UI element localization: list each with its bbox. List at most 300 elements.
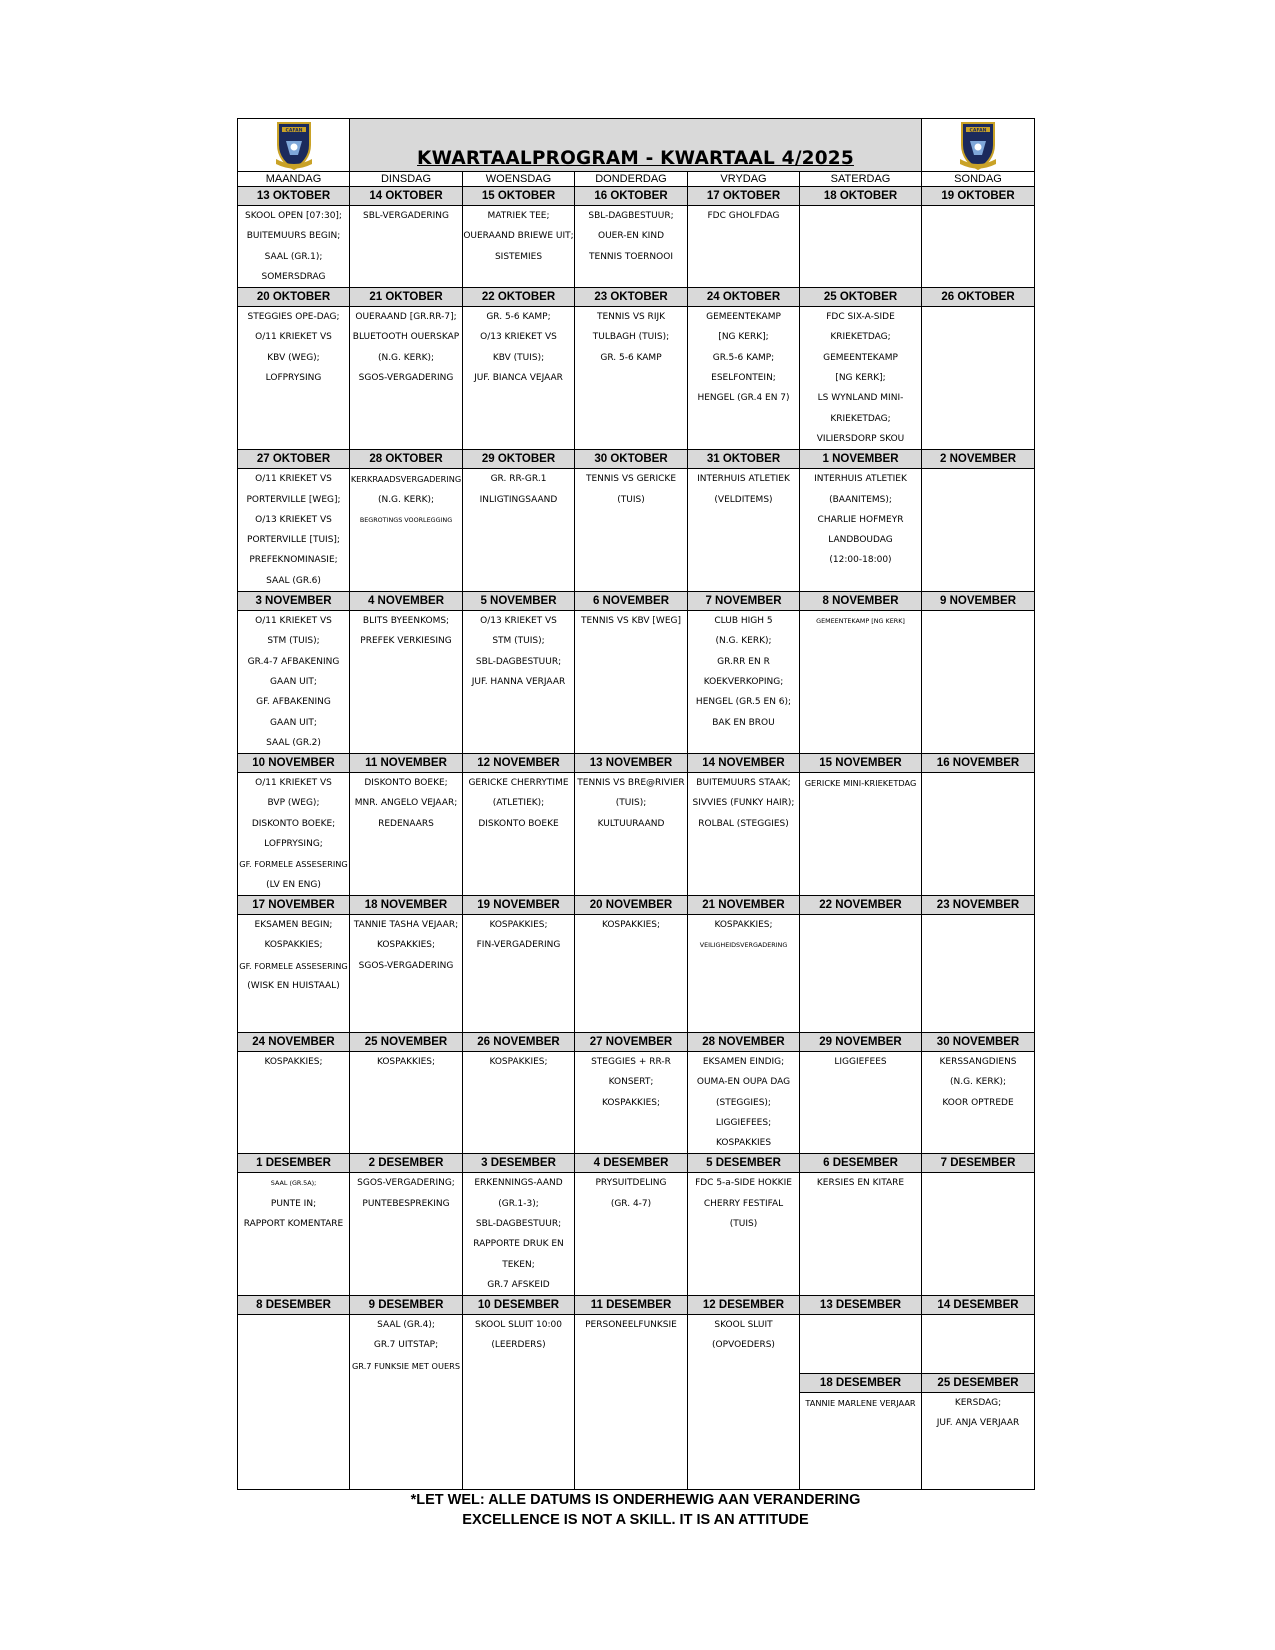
day-events: [238, 307, 350, 450]
event-line: SBL-DAGBESTUUR;: [588, 211, 674, 221]
event-line: ERKENNINGS-AAND: [474, 1178, 563, 1189]
school-crest-icon: [272, 119, 316, 171]
date-label: 24 NOVEMBER: [238, 1032, 350, 1051]
event-line: TANNIE TASHA VEJAAR;: [353, 919, 459, 930]
event-line: OUERAAND [GR.RR-7];: [355, 312, 457, 323]
day-events: [238, 469, 350, 592]
event-line: SAAL (GR.1);: [264, 251, 323, 262]
date-label: 23 OKTOBER: [575, 288, 688, 307]
event-line: JUF. ANJA VERJAAR: [936, 1418, 1020, 1429]
date-label: 6 DESEMBER: [800, 1154, 922, 1173]
crest-text: CAFAN: [285, 128, 302, 134]
date-label: 14 OKTOBER: [350, 187, 463, 206]
day-events: [688, 611, 800, 754]
event-line: O/11 KRIEKET VS: [255, 332, 332, 343]
day-events: [922, 307, 1035, 450]
day-events: [688, 1315, 800, 1490]
event-line: CLUB HIGH 5: [714, 616, 773, 627]
event-line: DISKONTO BOEKE;: [251, 818, 336, 829]
event-line: GEMEENTEKAMP: [706, 312, 781, 323]
event-line: PREFEK VERKIESING: [360, 636, 452, 647]
event-line: GERICKE CHERRYTIME: [468, 778, 569, 789]
event-line: ESELFONTEIN;: [711, 373, 776, 384]
event-line: O/13 KRIEKET VS: [255, 514, 332, 525]
crest-text: CAFAN: [969, 128, 987, 134]
date-label: 14 NOVEMBER: [688, 754, 800, 773]
date-row: [238, 1154, 1035, 1173]
event-line: O/11 KRIEKET VS: [255, 616, 332, 627]
event-line: STM (TUIS);: [492, 636, 545, 647]
day-events: [800, 914, 922, 1032]
event-line: BUITEMUURS STAAK;: [696, 778, 791, 789]
date-label: 27 OKTOBER: [238, 450, 350, 469]
event-line: (VELDITEMS): [714, 494, 773, 505]
event-line: SISTEMIES: [494, 251, 543, 262]
event-line: GEMEENTEKAMP: [823, 352, 898, 363]
event-line: KOSPAKKIES: [715, 1138, 772, 1149]
event-line: KONSERT;: [608, 1077, 654, 1088]
event-line: GR.RR EN R: [717, 656, 770, 667]
date-label: 11 DESEMBER: [575, 1296, 688, 1315]
event-line: KULTUURAAND: [597, 818, 665, 829]
date-row: [238, 592, 1035, 611]
day-events: [463, 914, 575, 1032]
date-label: 27 NOVEMBER: [575, 1032, 688, 1051]
event-line: KOSPAKKIES;: [714, 919, 773, 930]
event-line: BLITS BYEENKOMS;: [362, 616, 450, 627]
event-line: KOEKVERKOPING;: [703, 676, 784, 687]
date-label: 16 NOVEMBER: [922, 754, 1035, 773]
date-label: 30 NOVEMBER: [922, 1032, 1035, 1051]
event-line: STEGGIES OPE-DAG;: [247, 312, 340, 323]
event-line: PORTERVILLE [TUIS];: [247, 535, 340, 546]
date-label: 12 DESEMBER: [688, 1296, 800, 1315]
date-label: 19 NOVEMBER: [463, 895, 575, 914]
day-events: [922, 469, 1035, 592]
event-line: SOMERSDRAG: [261, 271, 326, 282]
event-line: MNR. ANGELO VEJAAR;: [354, 798, 458, 809]
event-line: SKOOL SLUIT: [714, 1320, 773, 1331]
date-label: 17 NOVEMBER: [238, 895, 350, 914]
event-line: KOSPAKKIES;: [264, 940, 323, 951]
event-line: GR.7 AFSKEID: [487, 1279, 550, 1290]
event-line: (N.G. KERK);: [377, 352, 435, 363]
event-line: KBV (TUIS);: [492, 352, 545, 363]
events-row: [238, 914, 1035, 1032]
day-events: [688, 206, 800, 288]
date-label: 9 NOVEMBER: [922, 592, 1035, 611]
event-line: GR. 5-6 KAMP: [600, 352, 662, 363]
date-label: 13 NOVEMBER: [575, 754, 688, 773]
date-label: 24 OKTOBER: [688, 288, 800, 307]
event-line: (BAANITEMS);: [829, 494, 892, 505]
day-events: [350, 773, 463, 896]
event-line: KRIEKETDAG;: [830, 332, 891, 343]
day-events: [463, 611, 575, 754]
date-row: [238, 187, 1035, 206]
day-events: [238, 773, 350, 896]
event-line: BUITEMUURS BEGIN;: [246, 231, 341, 242]
event-line: (N.G. KERK);: [377, 494, 435, 505]
event-line: O/13 KRIEKET VS: [480, 616, 557, 627]
date-label: 9 DESEMBER: [350, 1296, 463, 1315]
events-row: [238, 307, 1035, 450]
date-label: 10 DESEMBER: [463, 1296, 575, 1315]
day-events: [800, 611, 922, 754]
event-line: INTERHUIS ATLETIEK: [697, 474, 790, 485]
event-line: PRYSUITDELING: [595, 1178, 667, 1189]
day-events: [238, 1315, 350, 1490]
date-label: 21 OKTOBER: [350, 288, 463, 307]
date-label: 20 OKTOBER: [238, 288, 350, 307]
weekday-label: DONDERDAG: [575, 172, 688, 187]
date-label: 12 NOVEMBER: [463, 754, 575, 773]
day-events: [575, 773, 688, 896]
day-events: [575, 469, 688, 592]
day-events: [575, 1173, 688, 1296]
weekday-label: DINSDAG: [350, 172, 463, 187]
event-line: KERSSANGDIENS: [939, 1056, 1017, 1067]
event-line: GEMEENTEKAMP [NG KERK]: [816, 617, 905, 626]
day-events: [463, 206, 575, 288]
event-line: STEGGIES + RR-R: [591, 1056, 671, 1067]
day-events: [800, 307, 922, 450]
day-events: [463, 307, 575, 450]
date-label: 30 OKTOBER: [575, 450, 688, 469]
events-row: [238, 1315, 1035, 1490]
event-line: GAAN UIT;: [270, 676, 317, 687]
page-title: KWARTAALPROGRAM - KWARTAAL 4/2025: [417, 148, 854, 169]
day-events: [688, 307, 800, 450]
event-line: LOFPRYSING;: [264, 839, 323, 850]
date-label: 29 NOVEMBER: [800, 1032, 922, 1051]
event-line: FDC SIX-A-SIDE: [826, 312, 895, 323]
date-label: 28 NOVEMBER: [688, 1032, 800, 1051]
date-label: 1 DESEMBER: [238, 1154, 350, 1173]
date-row: [238, 288, 1035, 307]
event-line: PREFEKNOMINASIE;: [249, 555, 338, 566]
date-label: 5 DESEMBER: [688, 1154, 800, 1173]
event-line: KOSPAKKIES;: [601, 1097, 661, 1108]
day-events: [922, 1173, 1035, 1296]
day-events: [688, 773, 800, 896]
event-line: (N.G. KERK);: [949, 1077, 1007, 1088]
event-line: (ATLETIEK);: [492, 798, 545, 809]
day-events: [575, 1051, 688, 1153]
event-line: TEKEN;: [502, 1259, 535, 1270]
event-line: CHERRY FESTIFAL: [703, 1198, 784, 1209]
day-events: [575, 914, 688, 1032]
event-line: (WISK EN HUISTAAL): [247, 980, 340, 991]
date-row: [238, 895, 1035, 914]
event-line: SBL-VERGADERING: [363, 211, 449, 221]
date-label: 28 OKTOBER: [350, 450, 463, 469]
day-events: [800, 773, 922, 896]
date-label: 15 OKTOBER: [463, 187, 575, 206]
event-line: (TUIS);: [615, 798, 647, 809]
date-label: 14 DESEMBER: [922, 1296, 1035, 1315]
day-events: [688, 1173, 800, 1296]
event-line: GF. AFBAKENING: [256, 697, 331, 708]
date-label: 5 NOVEMBER: [463, 592, 575, 611]
day-events: [350, 611, 463, 754]
event-line: DISKONTO BOEKE;: [364, 778, 448, 789]
event-line: PUNTEBESPREKING: [362, 1198, 450, 1209]
event-line: JUF. HANNA VERJAAR: [471, 676, 566, 687]
day-events: [350, 1315, 463, 1490]
day-events: [238, 1173, 350, 1296]
date-label: 8 DESEMBER: [238, 1296, 350, 1315]
event-line: OUERAAND BRIEWE UIT;: [463, 231, 574, 242]
day-events: [238, 611, 350, 754]
day-events: [800, 1173, 922, 1296]
day-events: [800, 469, 922, 592]
date-label: 8 NOVEMBER: [800, 592, 922, 611]
event-line: SKOOL SLUIT 10:00: [475, 1320, 562, 1331]
event-line: KOSPAKKIES;: [489, 1056, 548, 1067]
event-line: PUNTE IN;: [270, 1198, 317, 1209]
event-line: GR.7 FUNKSIE MET OUERS: [351, 1360, 461, 1371]
event-line: LIGGIEFEES;: [715, 1117, 772, 1128]
date-label: 17 OKTOBER: [688, 187, 800, 206]
event-line: TENNIS VS RIJK: [596, 312, 666, 323]
date-label: 2 NOVEMBER: [922, 450, 1035, 469]
event-line: (LV EN ENG): [266, 879, 321, 890]
day-events: [463, 773, 575, 896]
date-label: 6 NOVEMBER: [575, 592, 688, 611]
event-line: INLIGTINGSAAND: [479, 494, 558, 505]
event-line: LIGGIEFEES: [834, 1056, 887, 1067]
event-line: GERICKE MINI-KRIEKETDAG: [804, 778, 917, 789]
event-line: [NG KERK];: [718, 332, 769, 343]
crest-right: [922, 119, 1035, 172]
day-events: [575, 1315, 688, 1490]
day-events: [575, 307, 688, 450]
day-events: [350, 469, 463, 592]
date-row: [238, 754, 1035, 773]
event-line: GR.7 UITSTAP;: [373, 1340, 439, 1351]
day-events: [463, 1173, 575, 1296]
event-line: GR. RR-GR.1: [490, 474, 547, 485]
events-row: [238, 469, 1035, 592]
event-line: [NG KERK];: [835, 373, 886, 384]
date-label: 2 DESEMBER: [350, 1154, 463, 1173]
day-events: [238, 914, 350, 1032]
event-line: (TUIS): [729, 1218, 758, 1229]
day-events: [922, 611, 1035, 754]
day-events: [922, 914, 1035, 1032]
event-line: KERKRAADSVERGADERING: [350, 474, 462, 485]
event-line: CHARLIE HOFMEYR: [817, 514, 904, 525]
event-line: LOFPRYSING: [265, 373, 322, 384]
event-line: FDC 5-a-SIDE HOKKIE: [695, 1178, 792, 1189]
event-line: LANDBOUDAG: [828, 535, 893, 546]
event-line: O/13 KRIEKET VS: [480, 332, 557, 343]
event-line: DISKONTO BOEKE: [478, 818, 559, 829]
event-line: SAAL (GR.5A);: [270, 1179, 317, 1188]
event-line: (TUIS): [617, 494, 645, 505]
date-label: 1 NOVEMBER: [800, 450, 922, 469]
day-events: [800, 1051, 922, 1153]
event-line: SIVVIES (FUNKY HAIR);: [692, 798, 795, 809]
events-row: [238, 1051, 1035, 1153]
event-line: SBL-DAGBESTUUR;: [475, 656, 562, 667]
date-label: 26 NOVEMBER: [463, 1032, 575, 1051]
split-day-cell: [922, 1315, 1035, 1490]
events-row: [238, 611, 1035, 754]
day-events: [350, 914, 463, 1032]
event-line: OUMA-EN OUPA DAG: [696, 1077, 791, 1088]
events-row: [238, 206, 1035, 288]
date-row: [238, 1032, 1035, 1051]
event-line: TENNIS VS BRE@RIVIER: [577, 778, 685, 789]
event-line: KRIEKETDAG;: [830, 413, 891, 424]
day-events: [688, 469, 800, 592]
event-line: RAPPORTE DRUK EN: [473, 1239, 564, 1250]
event-line: O/11 KRIEKET VS: [255, 778, 332, 789]
date-label: 7 DESEMBER: [922, 1154, 1035, 1173]
event-line: KOSPAKKIES;: [376, 1056, 436, 1067]
date-row: [238, 1296, 1035, 1315]
date-label: 3 NOVEMBER: [238, 592, 350, 611]
event-line: TULBAGH (TUIS);: [592, 332, 670, 343]
date-label: 13 DESEMBER: [800, 1296, 922, 1315]
date-label: 3 DESEMBER: [463, 1154, 575, 1173]
event-line: (12:00-18:00): [829, 555, 892, 566]
event-line: GR. 5-6 KAMP;: [486, 312, 551, 323]
title-cell: [350, 119, 922, 172]
date-label: 29 OKTOBER: [463, 450, 575, 469]
footer-motto: EXCELLENCE IS NOT A SKILL. IT IS AN ATTITUDE: [462, 1512, 809, 1528]
event-line: KBV (WEG);: [267, 352, 320, 363]
day-events: [238, 1051, 350, 1153]
event-line: BEGROTINGS VOORLEGGING: [359, 515, 453, 524]
event-line: VEILIGHEIDSVERGADERING: [699, 941, 788, 950]
event-line: BAK EN BROU: [712, 717, 775, 728]
day-events: [688, 914, 800, 1032]
date-label: 22 OKTOBER: [463, 288, 575, 307]
event-line: VILIERSDORP SKOU: [816, 433, 905, 444]
event-line: GF. FORMELE ASSESERING: [239, 859, 348, 870]
date-label: 25 DESEMBER: [922, 1374, 1034, 1393]
event-line: SAAL (GR.6): [266, 575, 321, 586]
date-row: [238, 450, 1035, 469]
event-line: JUF. BIANCA VEJAAR: [474, 373, 563, 384]
event-line: O/11 KRIEKET VS: [255, 474, 332, 485]
event-line: STM (TUIS);: [267, 636, 320, 647]
date-label: 4 NOVEMBER: [350, 592, 463, 611]
event-line: KOSPAKKIES;: [601, 919, 661, 930]
event-line: FIN-VERGADERING: [476, 940, 561, 951]
event-line: PORTERVILLE [WEG];: [246, 494, 341, 505]
day-events: [575, 611, 688, 754]
event-line: HENGEL (GR.4 EN 7): [697, 393, 790, 404]
date-label: 11 NOVEMBER: [350, 754, 463, 773]
event-line: REDENAARS: [378, 818, 434, 829]
event-line: TENNIS VS GERICKE: [585, 474, 677, 485]
event-line: GAAN UIT;: [270, 717, 317, 728]
date-label: 13 OKTOBER: [238, 187, 350, 206]
date-label: 23 NOVEMBER: [922, 895, 1035, 914]
event-line: GF. FORMELE ASSESERING: [239, 960, 348, 971]
date-label: 4 DESEMBER: [575, 1154, 688, 1173]
event-line: BVP (WEG);: [267, 798, 320, 809]
day-events: [922, 773, 1035, 896]
event-line: SBL-DAGBESTUUR;: [475, 1218, 562, 1229]
date-label: 15 NOVEMBER: [800, 754, 922, 773]
event-line: RAPPORT KOMENTARE: [243, 1218, 344, 1229]
day-events: [350, 1173, 463, 1296]
split-day-cell: [800, 1315, 922, 1490]
event-line: INTERHUIS ATLETIEK: [814, 474, 907, 485]
event-line: KOSPAKKIES;: [376, 940, 436, 951]
footer-disclaimer: *LET WEL: ALLE DATUMS IS ONDERHEWIG AAN VERANDERING: [410, 1492, 861, 1508]
event-line: (STEGGIES);: [716, 1097, 771, 1108]
event-line: SGOS-VERGADERING: [358, 373, 454, 384]
day-events: [238, 206, 350, 288]
crest-left: [238, 119, 350, 172]
day-events: [922, 206, 1035, 288]
program-sheet: [237, 118, 1034, 1490]
events-row: [238, 1173, 1035, 1296]
event-line: SAAL (GR.2): [266, 737, 321, 748]
event-line: (OPVOEDERS): [712, 1340, 775, 1351]
date-label: 22 NOVEMBER: [800, 895, 922, 914]
event-line: BLUETOOTH OUERSKAP: [352, 332, 460, 343]
day-events: [350, 206, 463, 288]
event-line: TENNIS TOERNOOI: [589, 251, 673, 262]
date-label: 10 NOVEMBER: [238, 754, 350, 773]
date-label: 16 OKTOBER: [575, 187, 688, 206]
day-events: [800, 206, 922, 288]
day-events: [922, 1051, 1035, 1153]
event-line: SAAL (GR.4);: [377, 1320, 435, 1331]
event-line: SKOOL OPEN [07:30];: [245, 211, 342, 221]
event-line: KOSPAKKIES;: [264, 1056, 323, 1067]
day-events: [463, 469, 575, 592]
date-label: 18 DESEMBER: [800, 1374, 921, 1393]
weekday-header-row: [238, 172, 1035, 187]
date-label: 21 NOVEMBER: [688, 895, 800, 914]
event-line: FDC GHOLFDAG: [707, 211, 780, 221]
school-crest-icon: [956, 119, 1000, 171]
event-line: (GR. 4-7): [610, 1198, 652, 1209]
date-label: 7 NOVEMBER: [688, 592, 800, 611]
weekday-label: WOENSDAG: [463, 172, 575, 187]
day-events: [463, 1315, 575, 1490]
day-events: [463, 1051, 575, 1153]
weekday-label: MAANDAG: [238, 172, 350, 187]
event-line: KERSIES EN KITARE: [816, 1178, 905, 1189]
event-line: TENNIS VS KBV [WEG]: [580, 616, 681, 627]
event-line: KOOR OPTREDE: [942, 1097, 1014, 1108]
event-line: ROLBAL (STEGGIES): [698, 818, 789, 829]
weekday-label: SONDAG: [922, 172, 1035, 187]
event-line: HENGEL (GR.5 EN 6);: [695, 697, 792, 708]
event-line: (N.G. KERK);: [715, 636, 772, 647]
event-line: EKSAMEN BEGIN;: [254, 919, 333, 930]
date-label: 31 OKTOBER: [688, 450, 800, 469]
date-label: 20 NOVEMBER: [575, 895, 688, 914]
day-events: [688, 1051, 800, 1153]
date-label: 25 NOVEMBER: [350, 1032, 463, 1051]
event-line: KERSDAG;: [954, 1398, 1002, 1409]
day-events: [350, 1051, 463, 1153]
date-label: 19 OKTOBER: [922, 187, 1035, 206]
event-line: (LEERDERS): [491, 1340, 546, 1351]
event-line: PERSONEELFUNKSIE: [585, 1320, 677, 1331]
event-line: KOSPAKKIES;: [489, 919, 548, 930]
